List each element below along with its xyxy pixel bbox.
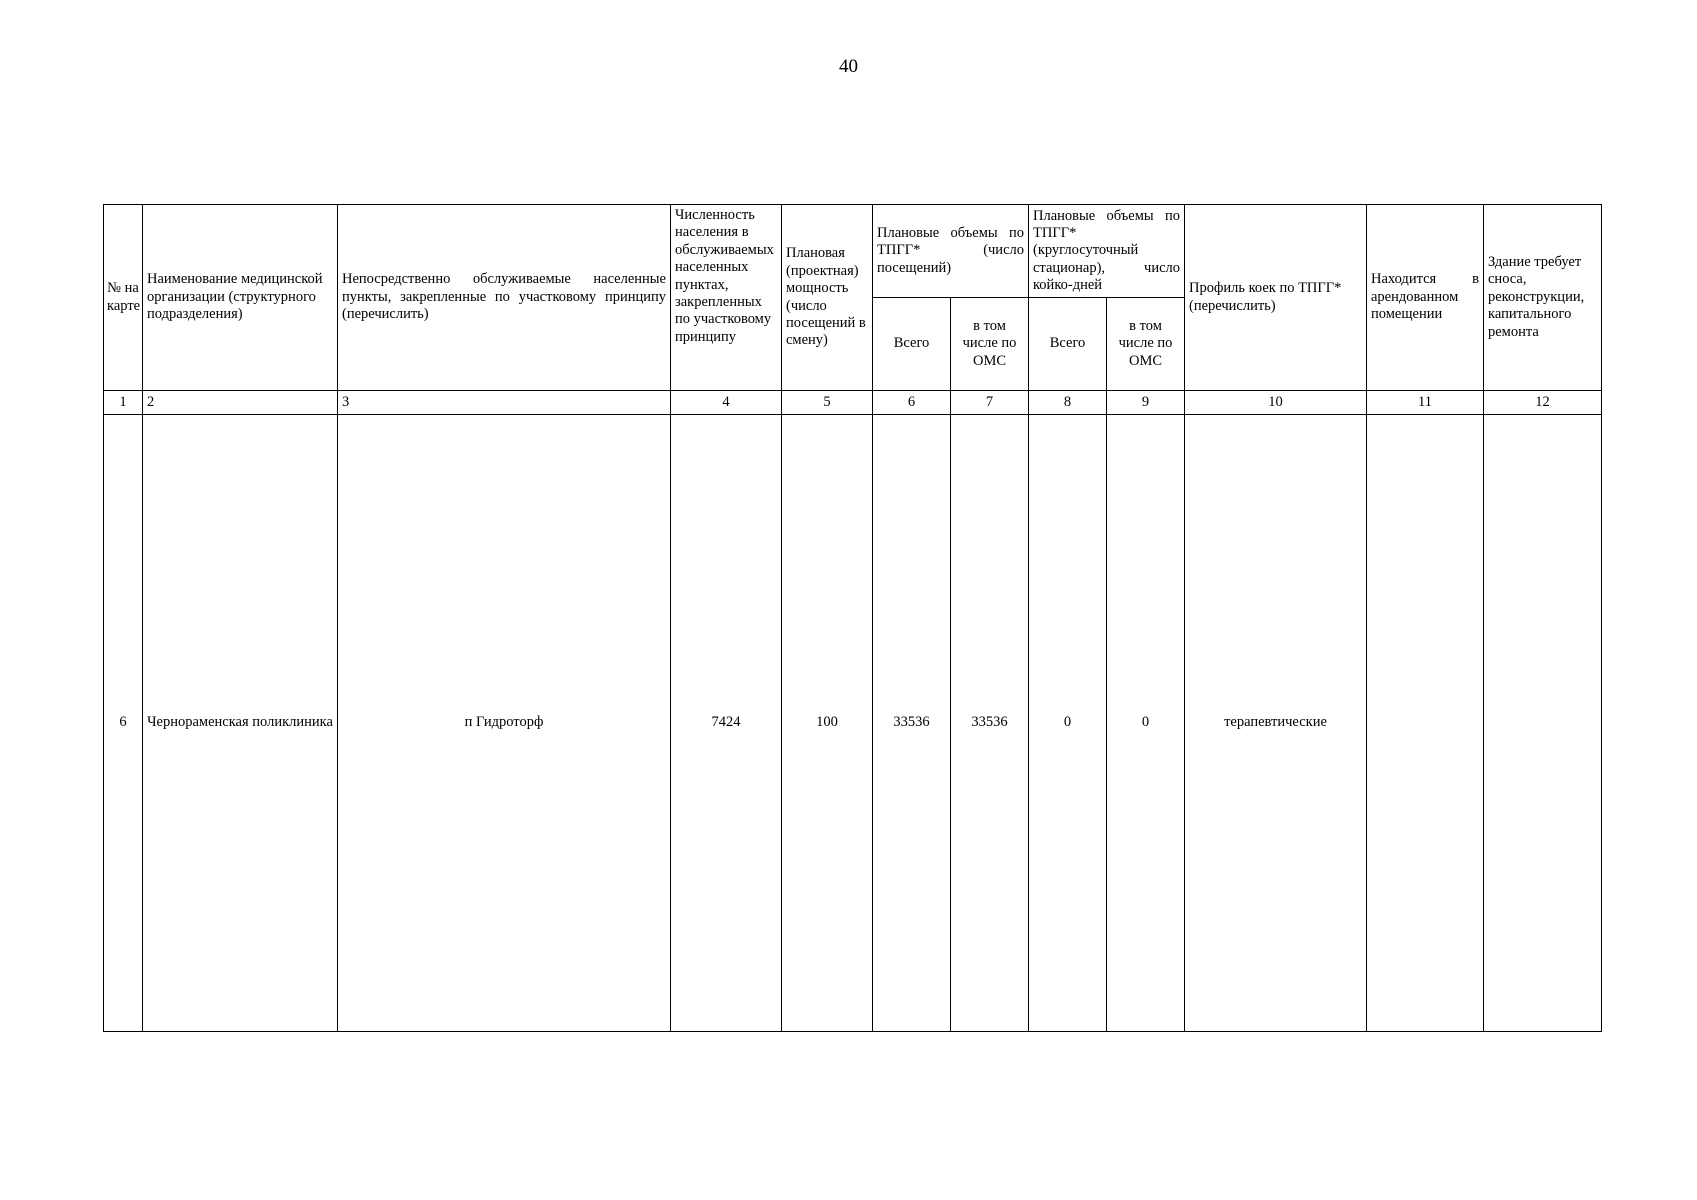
column-number: 9 xyxy=(1107,391,1185,415)
column-number: 6 xyxy=(873,391,951,415)
header-rented: Находится в арендованном помещении xyxy=(1367,205,1484,391)
header-organization: Наименование медицинской организации (структурного подразделения) xyxy=(143,205,338,391)
cell-visits-total: 33536 xyxy=(873,415,951,1032)
header-map-number: № на карте xyxy=(104,205,143,391)
column-number: 5 xyxy=(782,391,873,415)
column-number-row xyxy=(104,391,1602,415)
column-number: 2 xyxy=(143,391,338,415)
header-planned-bed-days: Плановые объемы по ТПГГ* (круглосуточный стационар), число койко-дней xyxy=(1029,205,1185,298)
table-row xyxy=(104,415,1602,1032)
column-number: 3 xyxy=(338,391,671,415)
header-beddays-total: Всего xyxy=(1029,298,1107,391)
cell-beddays-total: 0 xyxy=(1029,415,1107,1032)
page-number: 40 xyxy=(839,56,858,77)
cell-beddays-oms: 0 xyxy=(1107,415,1185,1032)
header-population: Численность населения в обслуживаемых населенных пунктах, закрепленных по участковому принципу xyxy=(671,205,782,391)
header-beddays-oms: в том числе по ОМС xyxy=(1107,298,1185,391)
cell-capacity: 100 xyxy=(782,415,873,1032)
header-visits-oms: в том числе по ОМС xyxy=(951,298,1029,391)
header-capacity: Плановая (проектная) мощность (число посещений в смену) xyxy=(782,205,873,391)
cell-needs-repair xyxy=(1484,415,1602,1032)
header-needs-repair: Здание требует сноса, реконструкции, капитального ремонта xyxy=(1484,205,1602,391)
column-number: 11 xyxy=(1367,391,1484,415)
column-number: 10 xyxy=(1185,391,1367,415)
header-visits-total: Всего xyxy=(873,298,951,391)
column-number: 4 xyxy=(671,391,782,415)
column-number: 1 xyxy=(104,391,143,415)
header-row-1 xyxy=(104,205,1602,298)
cell-rented xyxy=(1367,415,1484,1032)
column-number: 12 xyxy=(1484,391,1602,415)
column-number: 8 xyxy=(1029,391,1107,415)
column-number: 7 xyxy=(951,391,1029,415)
cell-bed-profile: терапевтические xyxy=(1185,415,1367,1032)
cell-population: 7424 xyxy=(671,415,782,1032)
header-settlements: Непосредственно обслуживаемые населенные пункты, закрепленные по участковому принципу (перечислить) xyxy=(338,205,671,391)
cell-organization: Чернораменская поликлиника xyxy=(143,415,338,1032)
cell-visits-oms: 33536 xyxy=(951,415,1029,1032)
cell-settlements: п Гидроторф xyxy=(338,415,671,1032)
facility-table xyxy=(103,204,1602,1032)
cell-map-number: 6 xyxy=(104,415,143,1032)
header-bed-profile: Профиль коек по ТПГГ* (перечислить) xyxy=(1185,205,1367,391)
header-planned-visits: Плановые объемы по ТПГГ* (число посещений) xyxy=(873,205,1029,298)
